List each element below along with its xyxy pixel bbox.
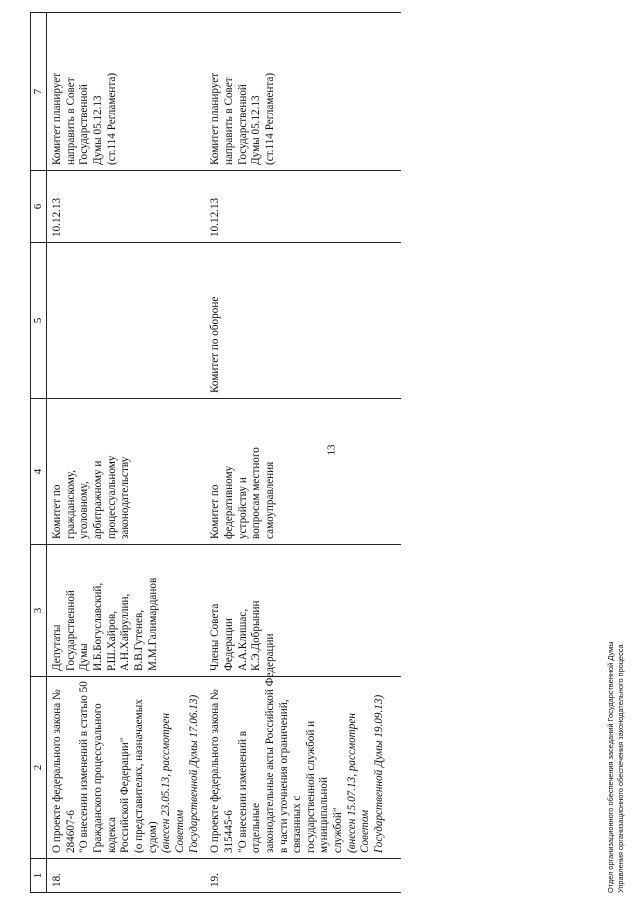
committee-line: вопросам местного — [250, 447, 263, 539]
plan-line: Думы 05.12.13 — [250, 95, 263, 165]
bill-line: "О внесении изменений в статью 50 — [78, 681, 91, 853]
plan-line: Думы 05.12.13 — [91, 95, 104, 165]
plan-line: (ст.114 Регламента) — [105, 72, 118, 165]
bill-line: в части уточнения ограничений, связанных с — [277, 699, 304, 853]
bill-line: О проекте федерального закона № 315445-6 — [209, 689, 235, 853]
responsible-committee — [205, 399, 391, 545]
initiator-line: Депутаты — [51, 624, 63, 671]
plan-line: Государственной — [78, 84, 91, 165]
col-header: 4 — [31, 399, 47, 545]
initiator-line: А.А.Клишас, — [236, 608, 249, 671]
committee-line: Комитет по — [51, 484, 63, 539]
bill-note: Государственной Думы 19.09.13) — [373, 694, 386, 853]
col-header: 2 — [31, 677, 47, 859]
col-header: 3 — [31, 545, 47, 677]
col-header: 5 — [31, 243, 47, 399]
bill-description — [47, 677, 206, 859]
bill-line: законодательные акты Российской Федерации — [263, 633, 276, 853]
plan-line: Государственной — [236, 84, 249, 165]
initiators — [47, 545, 206, 677]
co-committee: Комитет по обороне — [205, 243, 391, 399]
plan-line: направить в Совет — [222, 77, 235, 165]
footer-department — [606, 613, 626, 893]
committee-line: арбитражному и — [91, 460, 104, 539]
bill-note: (внесен 15.07.13, рассмотрен Советом — [345, 713, 372, 853]
initiator-line: Думы — [78, 643, 91, 671]
plan-line: направить в Совет — [64, 77, 77, 165]
col-header: 6 — [31, 171, 47, 243]
header-row — [31, 13, 47, 893]
bill-note: (внесен 23.05.13, рассмотрен Советом — [160, 713, 186, 853]
row-number: 18. — [47, 859, 206, 893]
initiator-line: В.В.Гутенев, — [132, 609, 145, 671]
committee-line: гражданскому, — [64, 469, 77, 539]
initiator-line: К.Э.Добрынин — [250, 600, 263, 671]
row-number: 19. — [205, 859, 391, 893]
col-header: 7 — [31, 13, 47, 171]
bill-line: О проекте федерального закона № 284607-6 — [51, 689, 77, 853]
col-header: 1 — [31, 859, 47, 893]
page-number: 13 — [325, 444, 338, 456]
initiator-line: Государственной — [64, 590, 77, 671]
committee-line: уголовному, — [78, 481, 91, 539]
initiators — [205, 545, 391, 677]
bills-table — [30, 12, 401, 893]
initiator-line: И.Б.Богуславский, — [91, 582, 104, 671]
committee-line: законодательству — [119, 456, 132, 539]
plan-line: Комитет планирует — [51, 72, 63, 165]
committee-line: устройству и — [236, 477, 249, 539]
bill-line: государственной службой и муниципальной — [304, 720, 331, 853]
footer-line: Отдел организационного обеспечения заседаний Государственной Думы — [606, 641, 615, 893]
bill-line: (о представителях, назначаемых судом) — [132, 699, 159, 853]
initiator-line: М.М.Галимарданов — [146, 577, 159, 671]
review-date: 10.12.13 — [205, 171, 391, 243]
initiator-line: Федерации — [222, 618, 235, 671]
plan-note — [47, 13, 206, 171]
plan-note — [205, 13, 391, 171]
bill-line: "О внесении изменений в отдельные — [236, 730, 263, 853]
review-date: 10.12.13 — [47, 171, 206, 243]
bill-line: Гражданского процессуального кодекса — [91, 703, 118, 853]
responsible-committee — [47, 399, 206, 545]
bill-line: Российской Федерации" — [119, 737, 132, 853]
committee-line: самоуправления — [263, 461, 276, 539]
initiator-line: А.Н.Хайруллин, — [119, 593, 132, 671]
initiator-line: Члены Совета — [209, 603, 222, 671]
table-row — [205, 13, 391, 893]
table-tail — [391, 13, 401, 893]
committee-line: процессуальному — [105, 455, 118, 539]
table-row — [47, 13, 206, 893]
committee-line: федеративному — [222, 465, 235, 539]
initiator-line: Р.Ш.Хайров, — [105, 610, 118, 671]
committee-line: Комитет по — [209, 484, 222, 539]
co-committee — [47, 243, 206, 399]
bill-line: службой" — [332, 807, 345, 853]
rotated-sheet — [30, 13, 386, 893]
plan-line: Комитет планирует — [209, 72, 222, 165]
footer-line: Управления организационного обеспечения законодательного процесса — [615, 644, 625, 893]
plan-line: (ст.114 Регламента) — [263, 72, 276, 165]
bill-note: Государственной Думы 17.06.13) — [187, 694, 200, 853]
